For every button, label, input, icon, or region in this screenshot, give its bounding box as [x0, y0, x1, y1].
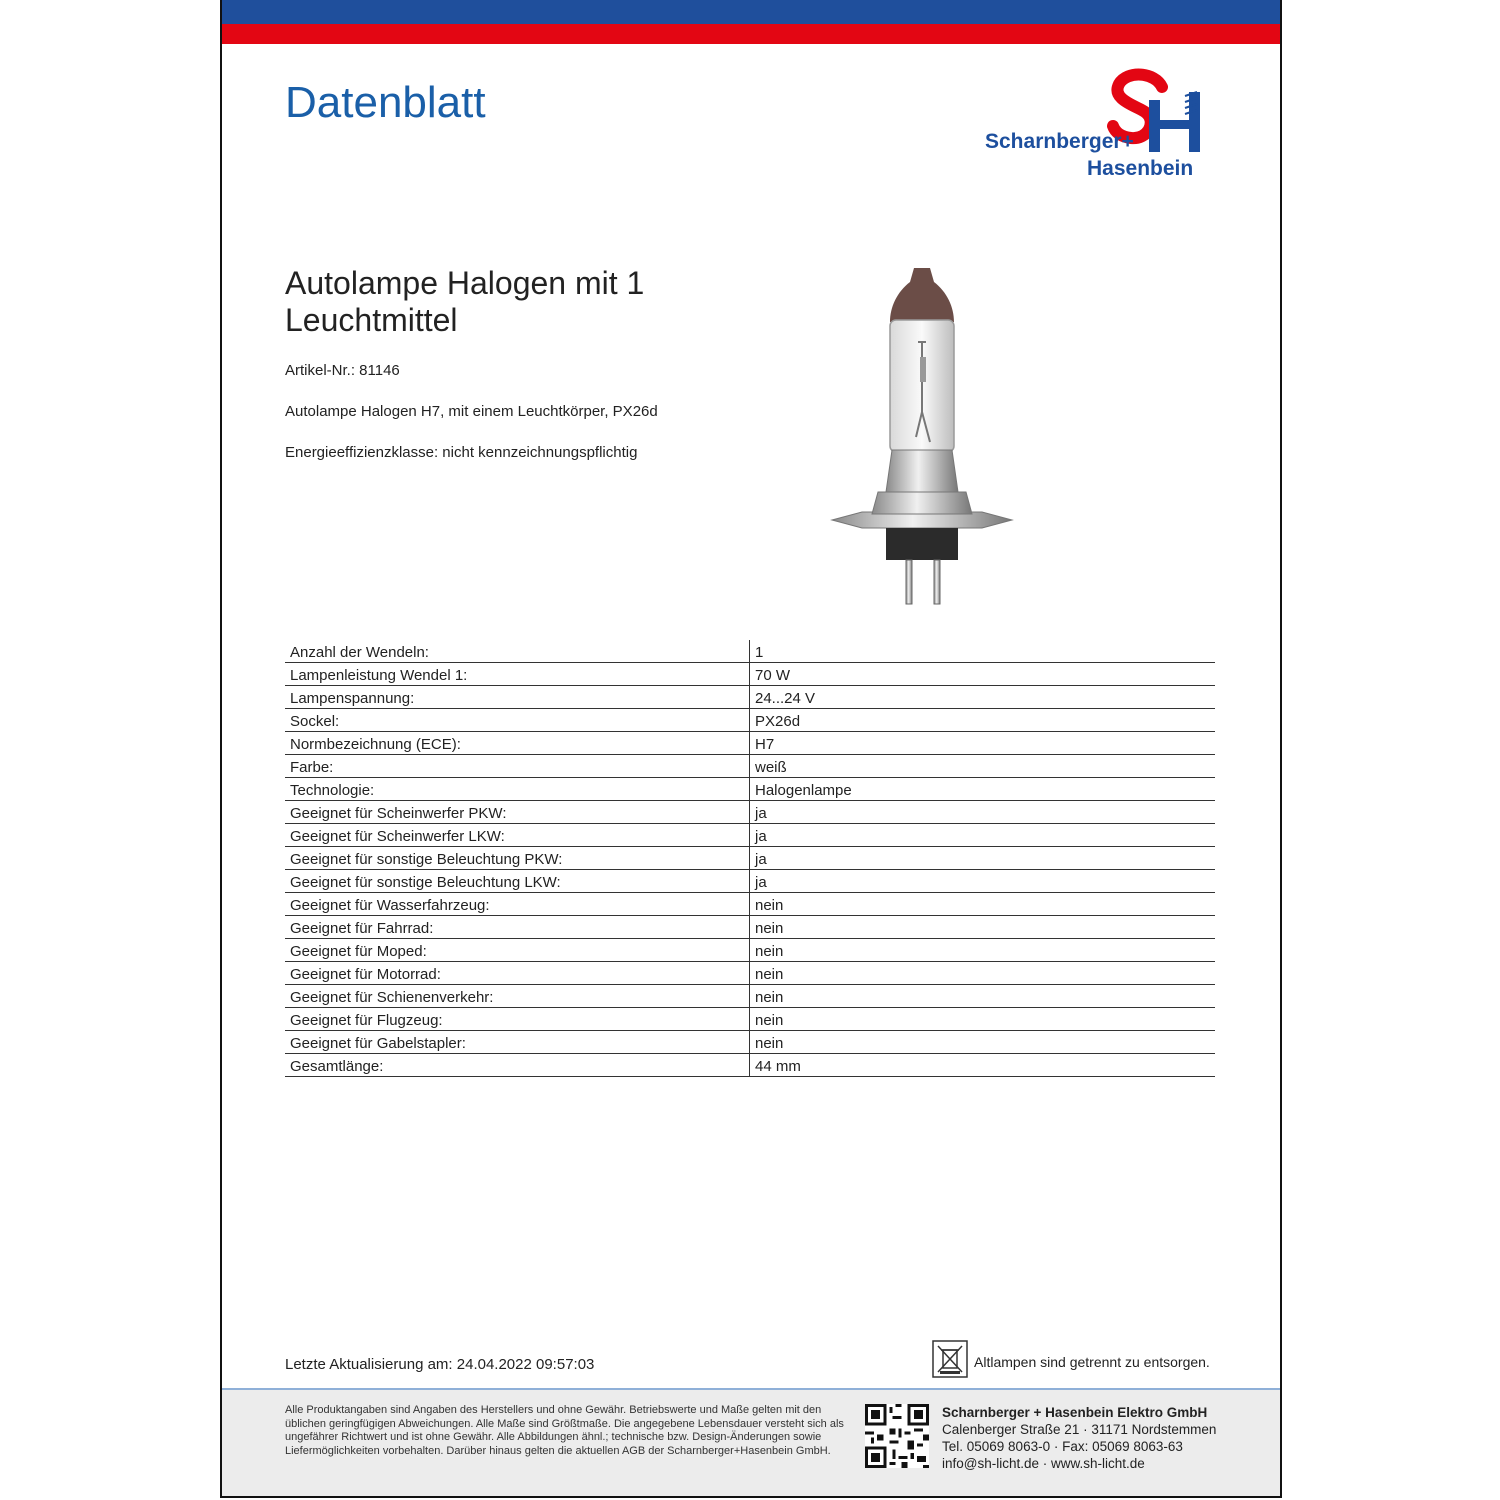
spec-value: 44 mm	[750, 1054, 1216, 1077]
product-title: Autolampe Halogen mit 1 Leuchtmittel	[285, 265, 645, 338]
spec-value: ja	[750, 847, 1216, 870]
table-row	[285, 755, 1215, 778]
spec-value: Halogenlampe	[750, 778, 1216, 801]
spec-value: 24...24 V	[750, 686, 1216, 709]
table-row	[285, 985, 1215, 1008]
datasheet-page	[220, 0, 1282, 1498]
halogen-bulb-h7-icon	[822, 262, 1022, 612]
qr-code-icon	[865, 1404, 929, 1468]
spec-value: nein	[750, 893, 1216, 916]
spec-label: Normbezeichnung (ECE):	[285, 732, 750, 755]
spec-value: 70 W	[750, 663, 1216, 686]
spec-value: ja	[750, 870, 1216, 893]
table-row	[285, 801, 1215, 824]
spec-label: Lampenspannung:	[285, 686, 750, 709]
spec-label: Geeignet für Schienenverkehr:	[285, 985, 750, 1008]
spec-value: weiß	[750, 755, 1216, 778]
table-row	[285, 847, 1215, 870]
table-row	[285, 640, 1215, 663]
table-row	[285, 893, 1215, 916]
spec-value: ja	[750, 801, 1216, 824]
spec-label: Lampenleistung Wendel 1:	[285, 663, 750, 686]
spec-label: Geeignet für Motorrad:	[285, 962, 750, 985]
table-row	[285, 962, 1215, 985]
table-row	[285, 916, 1215, 939]
spec-label: Geeignet für Scheinwerfer PKW:	[285, 801, 750, 824]
table-row	[285, 939, 1215, 962]
table-row	[285, 1031, 1215, 1054]
product-description: Autolampe Halogen H7, mit einem Leuchtkörper, PX26d	[285, 403, 658, 420]
company-phone: Tel. 05069 8063-0 · Fax: 05069 8063-63	[942, 1439, 1183, 1454]
spec-label: Technologie:	[285, 778, 750, 801]
spec-value: H7	[750, 732, 1216, 755]
last-updated: Letzte Aktualisierung am: 24.04.2022 09:57:03	[285, 1356, 595, 1373]
spec-label: Geeignet für Wasserfahrzeug:	[285, 893, 750, 916]
table-row	[285, 824, 1215, 847]
specs-table	[285, 640, 1215, 1077]
company-web: info@sh-licht.de · www.sh-licht.de	[942, 1456, 1145, 1471]
table-row	[285, 732, 1215, 755]
page-title: Datenblatt	[285, 78, 486, 127]
table-row	[285, 663, 1215, 686]
spec-label: Anzahl der Wendeln:	[285, 640, 750, 663]
table-row	[285, 870, 1215, 893]
spec-label: Geeignet für sonstige Beleuchtung PKW:	[285, 847, 750, 870]
spec-value: nein	[750, 1008, 1216, 1031]
spec-label: Geeignet für Moped:	[285, 939, 750, 962]
spec-value: nein	[750, 1031, 1216, 1054]
spec-value: 1	[750, 640, 1216, 663]
table-row	[285, 709, 1215, 732]
table-row	[285, 686, 1215, 709]
company-name: Scharnberger + Hasenbein Elektro GmbH	[942, 1405, 1208, 1420]
header-stripe-red	[222, 24, 1280, 44]
spec-value: nein	[750, 962, 1216, 985]
spec-label: Gesamtlänge:	[285, 1054, 750, 1077]
company-address: Calenberger Straße 21 · 31171 Nordstemmen	[942, 1422, 1217, 1437]
spec-label: Sockel:	[285, 709, 750, 732]
energy-class: Energieeffizienzklasse: nicht kennzeichnungspflichtig	[285, 444, 638, 461]
company-contact	[942, 1404, 1216, 1472]
table-row	[285, 1054, 1215, 1077]
spec-value: nein	[750, 916, 1216, 939]
spec-label: Geeignet für Gabelstapler:	[285, 1031, 750, 1054]
disposal-notice: Altlampen sind getrennt zu entsorgen.	[974, 1354, 1210, 1370]
spec-value: PX26d	[750, 709, 1216, 732]
legal-notice: Alle Produktangaben sind Angaben des Herstellers und ohne Gewähr. Betriebswerte und Maße gelten mit den üblichen geringfügigen Abweichungen. Alle Maße sind Größtmaße. Die angegebene Lebensdauer versteht sich als ungefährer Richtwert und ist ohne Gewähr. Alle Abbildungen ähnl.; technische bzw. Design-Änderungen sowie Liefermöglichkeiten vorbehalten. Darüber hinaus gelten die aktuellen AGB der Scharnberger+Hasenbein GmbH.	[285, 1404, 844, 1457]
spec-label: Geeignet für Fahrrad:	[285, 916, 750, 939]
logo-text-line2: Hasenbein	[1087, 157, 1194, 180]
spec-value: nein	[750, 985, 1216, 1008]
spec-label: Geeignet für Flugzeug:	[285, 1008, 750, 1031]
crossed-out-bin-icon	[932, 1340, 968, 1378]
article-number: Artikel-Nr.: 81146	[285, 362, 400, 379]
table-row	[285, 1008, 1215, 1031]
header-stripe-blue	[222, 0, 1280, 24]
footer	[222, 1388, 1280, 1498]
logo-text-line1: Scharnberger+	[985, 130, 1134, 153]
spec-label: Farbe:	[285, 755, 750, 778]
spec-value: nein	[750, 939, 1216, 962]
spec-label: Geeignet für Scheinwerfer LKW:	[285, 824, 750, 847]
spec-label: Geeignet für sonstige Beleuchtung LKW:	[285, 870, 750, 893]
spec-value: ja	[750, 824, 1216, 847]
table-row	[285, 778, 1215, 801]
